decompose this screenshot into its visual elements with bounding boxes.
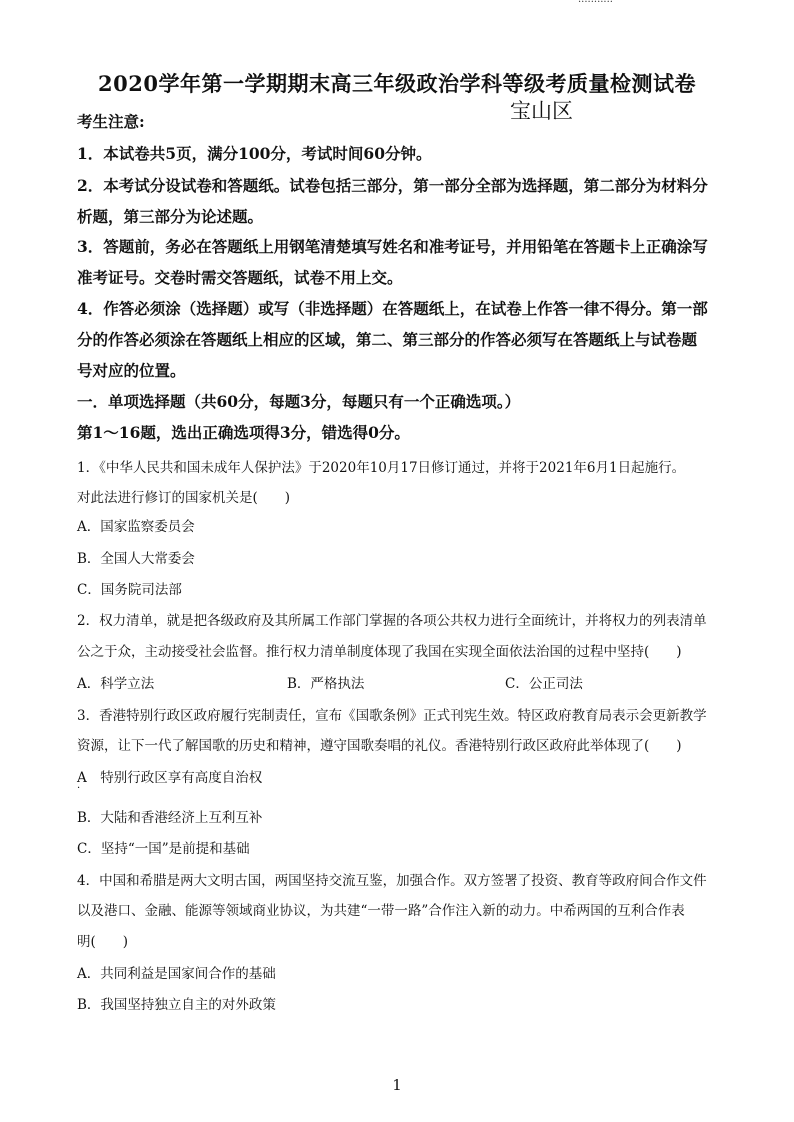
stray-dot: · <box>77 783 81 794</box>
answer-option: C．坚持“一国”是前提和基础 <box>77 841 250 857</box>
question-text: 以及港口、金融、能源等领域商业协议，为共建“一带一路”合作注入新的动力。中希两国的互利合作表 <box>77 903 685 919</box>
question-text: 明( ) <box>77 934 129 950</box>
question-text: 4．中国和希腊是两大文明古国，两国坚持交流互鉴，加强合作。双方签署了投资、教育等政府间合作文件 <box>77 873 707 889</box>
answer-option: B．严格执法 <box>287 676 365 692</box>
answer-option: B．我国坚持独立自主的对外政策 <box>77 997 276 1013</box>
notice-item: 1．本试卷共5页，满分100分，考试时间60分钟。 <box>77 144 432 163</box>
question-text: 对此法进行修订的国家机关是( ) <box>77 490 291 506</box>
page-number: 1 <box>392 1076 402 1094</box>
question-text: 资源，让下一代了解国歌的历史和精神，遵守国歌奏唱的礼仪。香港特别行政区政府此举体现了( ) <box>77 738 682 754</box>
answer-option: B．全国人大常委会 <box>77 551 195 567</box>
notice-item: 4．作答必须涂（选择题）或写（非选择题）在答题纸上，在试卷上作答一律不得分。第一部 <box>77 299 708 318</box>
answer-option: B．大陆和香港经济上互利互补 <box>77 810 263 826</box>
notice-heading: 考生注意: <box>77 112 145 131</box>
question-text: 公之于众，主动接受社会监督。推行权力清单制度体现了我国在实现全面依法治国的过程中坚持( ) <box>77 644 682 660</box>
answer-option: A．国家监察委员会 <box>77 519 195 535</box>
question-text: 3．香港特别行政区政府履行宪制责任，宣布《国歌条例》正式刊宪生效。特区政府教育局表示会更新教学 <box>77 708 707 724</box>
notice-item: 析题，第三部分为论述题。 <box>77 207 264 226</box>
answer-option: C．公正司法 <box>505 676 583 692</box>
question-text: 2．权力清单，就是把各级政府及其所属工作部门掌握的各项公共权力进行全面统计，并将权力的列表清单 <box>77 613 707 629</box>
district-label: 宝山区 <box>510 99 573 123</box>
answer-option: A 特别行政区享有高度自治权 <box>77 770 263 786</box>
question-text: 1．《中华人民共和国未成年人保护法》于2020年10月17日修订通过，并将于2021年6月1日起施行。 <box>77 460 686 476</box>
section-subheading: 第1～16题，选出正确选项得3分，错选得0分。 <box>77 423 410 442</box>
answer-option: A．共同利益是国家间合作的基础 <box>77 966 276 982</box>
answer-option: A．科学立法 <box>77 676 155 692</box>
notice-item: 2．本考试分设试卷和答题纸。试卷包括三部分，第一部分全部为选择题，第二部分为材料分 <box>77 176 708 195</box>
notice-item: 号对应的位置。 <box>77 361 186 380</box>
corner-mark <box>578 0 613 5</box>
notice-item: 分的作答必须涂在答题纸上相应的区域，第二、第三部分的作答必须写在答题纸上与试卷题 <box>77 330 698 349</box>
section-heading: 一．单项选择题（共60分，每题3分，每题只有一个正确选项。） <box>77 392 521 411</box>
notice-item: 3．答题前，务必在答题纸上用钢笔清楚填写姓名和准考证号，并用铅笔在答题卡上正确涂写 <box>77 237 708 256</box>
notice-item: 准考证号。交卷时需交答题纸，试卷不用上交。 <box>77 268 403 287</box>
exam-title: 2020学年第一学期期末高三年级政治学科等级考质量检测试卷 <box>98 71 696 96</box>
answer-option: C．国务院司法部 <box>77 582 182 598</box>
